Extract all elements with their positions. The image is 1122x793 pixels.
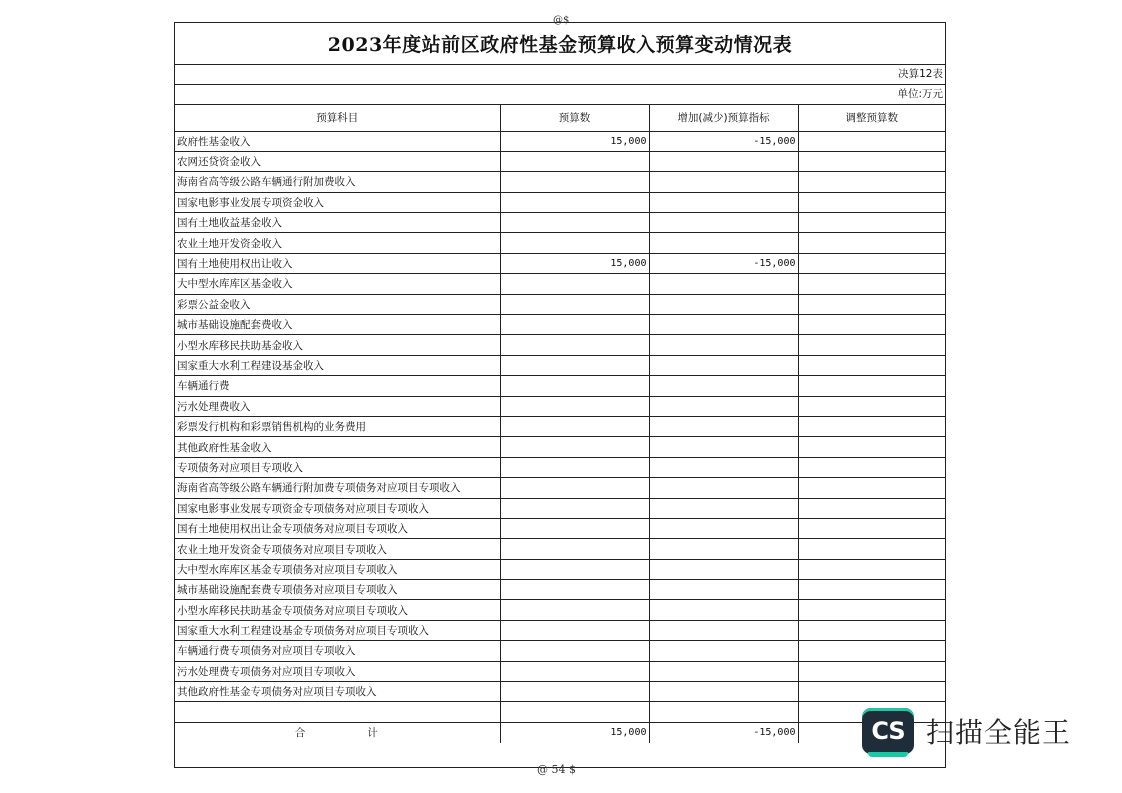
row-subject: 国家电影事业发展专项资金专项债务对应项目专项收入 <box>175 498 500 518</box>
row-adjusted <box>798 641 945 661</box>
row-budget <box>500 620 649 640</box>
table-row <box>175 213 945 233</box>
row-adjusted <box>798 253 945 273</box>
row-adjusted <box>798 518 945 538</box>
row-subject: 城市基础设施配套费收入 <box>175 315 500 335</box>
row-budget <box>500 600 649 620</box>
row-adjusted <box>798 661 945 681</box>
row-adjusted <box>798 457 945 477</box>
row-budget: 15,000 <box>500 131 649 151</box>
page-number-marker: @ 54 $ <box>537 763 576 776</box>
row-adjusted <box>798 620 945 640</box>
row-adjusted <box>798 355 945 375</box>
row-change <box>649 682 798 702</box>
row-budget <box>500 355 649 375</box>
row-change <box>649 233 798 253</box>
table-row <box>175 600 945 620</box>
row-subject: 大中型水库库区基金收入 <box>175 274 500 294</box>
row-budget <box>500 274 649 294</box>
row-subject: 农业土地开发资金收入 <box>175 233 500 253</box>
row-change <box>649 457 798 477</box>
row-adjusted <box>798 559 945 579</box>
total-budget: 15,000 <box>500 722 649 742</box>
table-row <box>175 437 945 457</box>
row-subject: 车辆通行费 <box>175 376 500 396</box>
row-change <box>649 151 798 171</box>
row-subject: 城市基础设施配套费专项债务对应项目专项收入 <box>175 580 500 600</box>
table-row <box>175 151 945 171</box>
row-adjusted <box>798 376 945 396</box>
row-change <box>649 172 798 192</box>
row-change <box>649 702 798 722</box>
table-row <box>175 355 945 375</box>
row-budget <box>500 396 649 416</box>
row-budget <box>500 518 649 538</box>
row-budget <box>500 559 649 579</box>
table-row <box>175 539 945 559</box>
row-adjusted <box>798 600 945 620</box>
row-change <box>649 192 798 212</box>
row-change <box>649 355 798 375</box>
row-subject: 专项债务对应项目专项收入 <box>175 457 500 477</box>
row-budget <box>500 702 649 722</box>
total-label-a: 合 <box>294 727 308 740</box>
watermark-text: 扫描全能王 <box>926 716 1072 749</box>
table-row <box>175 518 945 538</box>
row-adjusted <box>798 396 945 416</box>
row-adjusted <box>798 437 945 457</box>
row-subject: 国家重大水利工程建设基金收入 <box>175 355 500 375</box>
budget-table-sheet <box>174 22 946 768</box>
table-row <box>175 641 945 661</box>
table-row <box>175 702 945 722</box>
row-subject: 彩票公益金收入 <box>175 294 500 314</box>
camscanner-logo-icon: CS <box>862 708 914 754</box>
row-budget <box>500 376 649 396</box>
row-subject: 农网还贷资金收入 <box>175 151 500 171</box>
unit-label: 单位:万元 <box>175 85 945 105</box>
row-change <box>649 539 798 559</box>
row-change <box>649 478 798 498</box>
row-adjusted <box>798 131 945 151</box>
row-change <box>649 396 798 416</box>
row-adjusted <box>798 682 945 702</box>
row-budget <box>500 335 649 355</box>
row-adjusted <box>798 335 945 355</box>
row-change: -15,000 <box>649 253 798 273</box>
table-row <box>175 376 945 396</box>
row-budget <box>500 661 649 681</box>
table-body <box>175 131 945 722</box>
row-subject: 污水处理费收入 <box>175 396 500 416</box>
table-row <box>175 416 945 436</box>
table-row <box>175 682 945 702</box>
row-budget <box>500 315 649 335</box>
row-change <box>649 294 798 314</box>
page-title: 2023年度站前区政府性基金预算收入预算变动情况表 <box>175 23 945 65</box>
column-header-adjusted: 调整预算数 <box>798 104 945 131</box>
row-subject: 国有土地使用权出让金专项债务对应项目专项收入 <box>175 518 500 538</box>
row-adjusted <box>798 233 945 253</box>
table-row <box>175 233 945 253</box>
row-change <box>649 559 798 579</box>
row-subject: 小型水库移民扶助基金专项债务对应项目专项收入 <box>175 600 500 620</box>
row-adjusted <box>798 151 945 171</box>
row-subject: 污水处理费专项债务对应项目专项收入 <box>175 661 500 681</box>
row-subject: 车辆通行费专项债务对应项目专项收入 <box>175 641 500 661</box>
row-budget <box>500 539 649 559</box>
row-subject: 大中型水库库区基金专项债务对应项目专项收入 <box>175 559 500 579</box>
row-subject: 海南省高等级公路车辆通行附加费收入 <box>175 172 500 192</box>
row-adjusted <box>798 498 945 518</box>
row-subject: 小型水库移民扶助基金收入 <box>175 335 500 355</box>
row-subject: 国家电影事业发展专项资金收入 <box>175 192 500 212</box>
row-change <box>649 641 798 661</box>
table-row <box>175 335 945 355</box>
row-adjusted <box>798 192 945 212</box>
row-change <box>649 416 798 436</box>
budget-table <box>175 104 945 743</box>
table-row <box>175 559 945 579</box>
row-adjusted <box>798 539 945 559</box>
row-change <box>649 620 798 640</box>
table-row <box>175 457 945 477</box>
table-row <box>175 620 945 640</box>
row-budget <box>500 457 649 477</box>
row-budget <box>500 437 649 457</box>
row-budget <box>500 192 649 212</box>
row-change: -15,000 <box>649 131 798 151</box>
row-adjusted <box>798 416 945 436</box>
total-label <box>175 722 500 742</box>
table-row <box>175 478 945 498</box>
row-adjusted <box>798 478 945 498</box>
row-change <box>649 580 798 600</box>
table-row <box>175 131 945 151</box>
row-adjusted <box>798 294 945 314</box>
row-adjusted <box>798 213 945 233</box>
row-change <box>649 213 798 233</box>
row-subject: 其他政府性基金专项债务对应项目专项收入 <box>175 682 500 702</box>
table-row <box>175 661 945 681</box>
row-change <box>649 274 798 294</box>
row-change <box>649 315 798 335</box>
row-subject: 政府性基金收入 <box>175 131 500 151</box>
row-subject: 农业土地开发资金专项债务对应项目专项收入 <box>175 539 500 559</box>
row-subject: 国家重大水利工程建设基金专项债务对应项目专项收入 <box>175 620 500 640</box>
total-change: -15,000 <box>649 722 798 742</box>
row-budget: 15,000 <box>500 253 649 273</box>
row-budget <box>500 213 649 233</box>
row-budget <box>500 233 649 253</box>
table-number: 决算12表 <box>175 65 945 85</box>
row-adjusted <box>798 274 945 294</box>
row-change <box>649 437 798 457</box>
row-change <box>649 661 798 681</box>
row-subject: 国有土地收益基金收入 <box>175 213 500 233</box>
row-budget <box>500 498 649 518</box>
column-header-budget: 预算数 <box>500 104 649 131</box>
row-change <box>649 376 798 396</box>
row-budget <box>500 478 649 498</box>
table-row <box>175 294 945 314</box>
row-subject <box>175 702 500 722</box>
table-row <box>175 192 945 212</box>
row-adjusted <box>798 172 945 192</box>
row-subject: 海南省高等级公路车辆通行附加费专项债务对应项目专项收入 <box>175 478 500 498</box>
total-row <box>175 722 945 742</box>
table-row <box>175 580 945 600</box>
row-budget <box>500 294 649 314</box>
header-marker: @$ <box>553 15 570 26</box>
row-adjusted <box>798 580 945 600</box>
row-budget <box>500 641 649 661</box>
table-header-row <box>175 104 945 131</box>
scanner-watermark <box>862 708 1071 754</box>
table-row <box>175 498 945 518</box>
row-change <box>649 518 798 538</box>
row-subject: 彩票发行机构和彩票销售机构的业务费用 <box>175 416 500 436</box>
row-adjusted <box>798 315 945 335</box>
row-budget <box>500 416 649 436</box>
row-subject: 其他政府性基金收入 <box>175 437 500 457</box>
row-change <box>649 600 798 620</box>
table-row <box>175 315 945 335</box>
table-row <box>175 172 945 192</box>
row-budget <box>500 580 649 600</box>
row-budget <box>500 172 649 192</box>
table-row <box>175 274 945 294</box>
row-subject: 国有土地使用权出让收入 <box>175 253 500 273</box>
column-header-change: 增加(减少)预算指标 <box>649 104 798 131</box>
row-budget <box>500 682 649 702</box>
table-row <box>175 253 945 273</box>
row-budget <box>500 151 649 171</box>
table-row <box>175 396 945 416</box>
row-change <box>649 335 798 355</box>
column-header-subject: 预算科目 <box>175 104 500 131</box>
total-label-b: 计 <box>367 727 380 740</box>
row-change <box>649 498 798 518</box>
